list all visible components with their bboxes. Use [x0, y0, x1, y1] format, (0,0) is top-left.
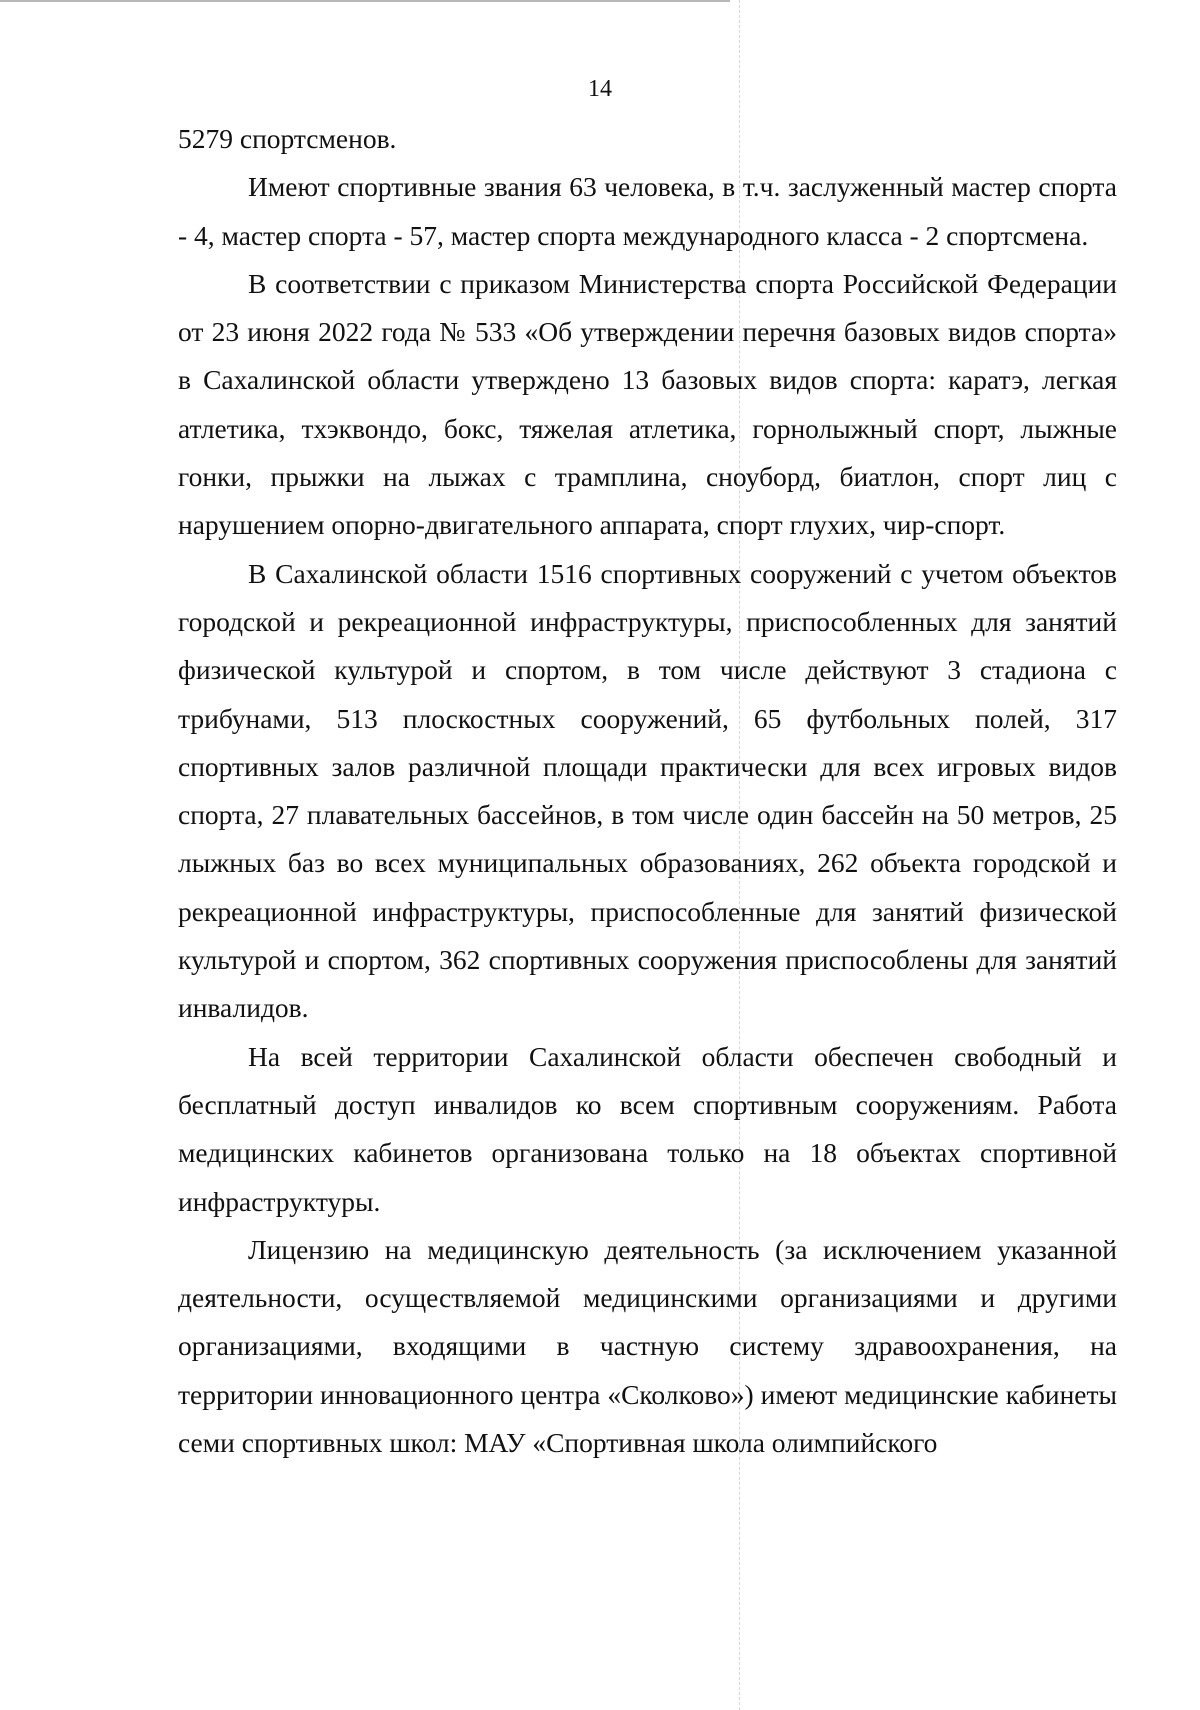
scan-edge-top — [0, 0, 730, 2]
body-text — [178, 115, 1117, 1467]
paragraph-6: Лицензию на медицинскую деятельность (за исключением указанной деятельности, осуществляемой медицинскими организациями и другими организациями, входящими в частную систему здравоохранения, на территории инновационного центра «Сколково») имеют медицинские кабинеты семи спортивных школ: МАУ «Спортивная школа олимпийского — [178, 1233, 1117, 1459]
paragraph-2: Имеют спортивные звания 63 человека, в т.ч. заслуженный мастер спорта - 4, мастер спорта - 57, мастер спорта международного класса - 2 спортсмена. — [178, 171, 1117, 251]
paragraph-1: 5279 спортсменов. — [178, 123, 397, 154]
page-number: 14 — [588, 76, 612, 102]
paragraph-3: В соответствии с приказом Министерства спорта Российской Федерации от 23 июня 2022 года № 533 «Об утверждении перечня базовых видов спорта» в Сахалинской области утверждено 13 базовых видов спорта: каратэ, легкая атлетика, тхэквондо, бокс, тяжелая атлетика, горнолыжный спорт, лыжные гонки, прыжки на лыжах с трамплина, сноуборд, биатлон, спорт лиц с нарушением опорно-двигательного аппарата, спорт глухих, чир-спорт. — [178, 267, 1117, 541]
paragraph-4: В Сахалинской области 1516 спортивных сооружений с учетом объектов городской и рекреационной инфраструктуры, приспособленных для занятий физической культурой и спортом, в том числе действуют 3 стадиона с трибунами, 513 плоскостных сооружений, 65 футбольных полей, 317 спортивных залов различной площади практически для всех игровых видов спорта, 27 плавательных бассейнов, в том числе один бассейн на 50 метров, 25 лыжных баз во всех муниципальных образованиях, 262 объекта городской и рекреационной инфраструктуры, приспособленные для занятий физической культурой и спортом, 362 спортивных сооружения приспособлены для занятий инвалидов. — [178, 557, 1117, 1024]
paragraph-5: На всей территории Сахалинской области обеспечен свободный и бесплатный доступ инвалидов ко всем спортивным сооружениям. Работа медицинских кабинетов организована только на 18 объектах спортивной инфраструктуры. — [178, 1040, 1117, 1217]
